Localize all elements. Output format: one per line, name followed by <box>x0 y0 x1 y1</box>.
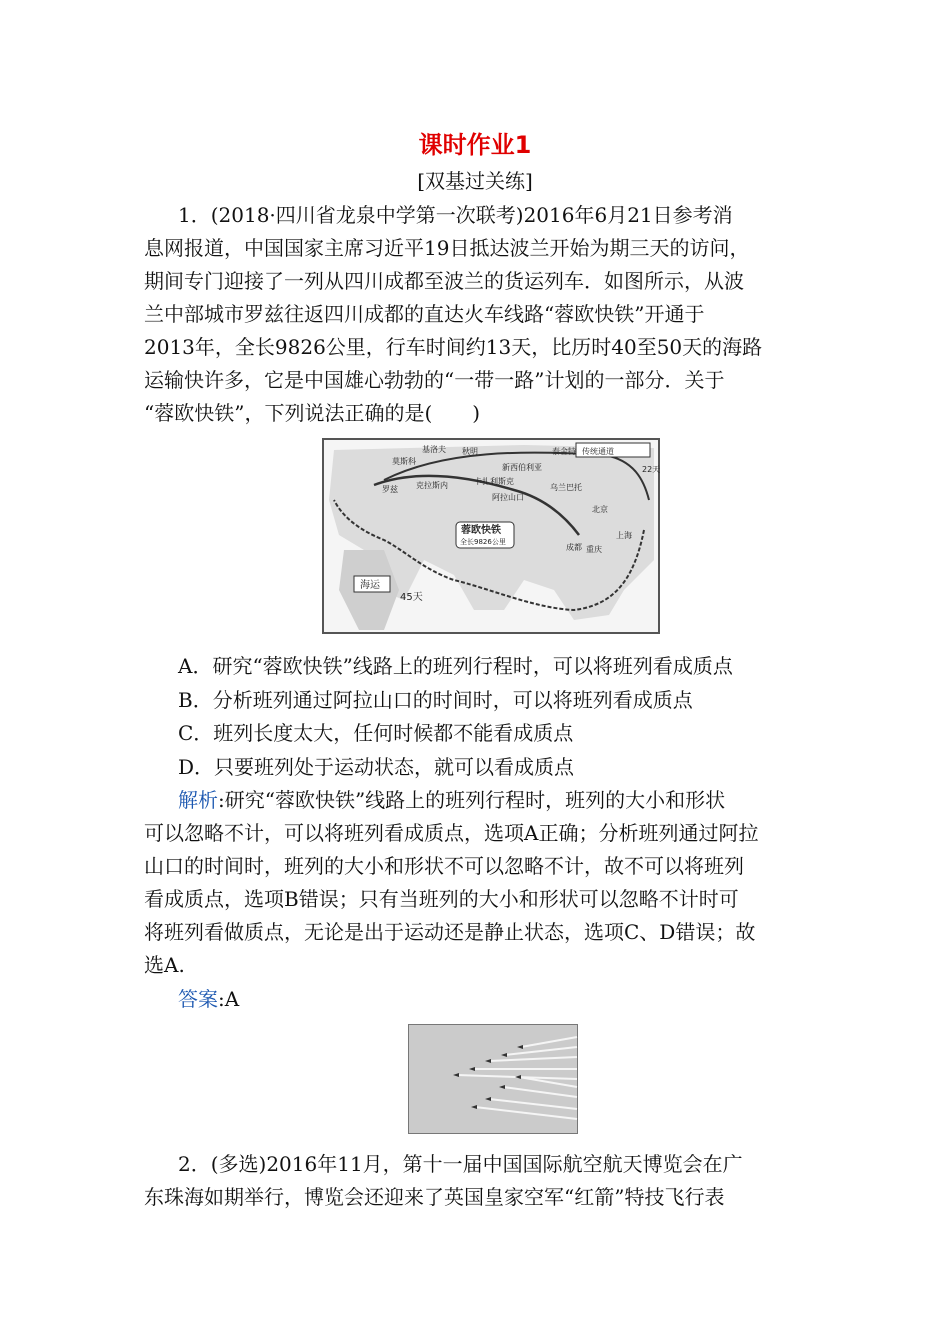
question-1-line: 运输快许多，它是中国雄心勃勃的“一带一路”计划的一部分．关于 <box>144 368 725 392</box>
aircraft-formation <box>409 1025 577 1133</box>
option-b: B．分析班列通过阿拉山口的时间时，可以将班列看成质点 <box>178 688 693 712</box>
city-novosibirsk: 新西伯利亚 <box>502 463 542 472</box>
answer-block <box>144 983 808 1016</box>
analysis-text: :研究“蓉欧快铁”线路上的班列行程时，班列的大小和形状 <box>218 788 726 812</box>
city-krasnoe: 克拉斯内 <box>416 481 448 490</box>
city-kazalinsk: 卡扎利斯克 <box>474 477 514 486</box>
city-kirov: 基洛夫 <box>422 445 446 454</box>
city-chengdu: 成都 <box>566 543 582 552</box>
city-tyumen: 秋明 <box>462 447 478 456</box>
analysis-line <box>144 784 808 817</box>
analysis-line: 看成质点，选项B错误；只有当班列的大小和形状可以忽略不计时可 <box>144 887 739 911</box>
analysis-block <box>144 784 808 982</box>
answer-value: :A <box>218 987 240 1011</box>
option-d: D．只要班列处于运动状态，就可以看成质点 <box>178 755 575 779</box>
question-2-stem <box>144 1148 808 1214</box>
analysis-line: 选A. <box>144 953 185 977</box>
city-beijing: 北京 <box>592 505 608 514</box>
city-alashankou: 阿拉山口 <box>492 493 524 502</box>
page-title: 课时作业1 <box>418 131 532 159</box>
question-1-line: “蓉欧快铁”，下列说法正确的是( ) <box>144 401 481 425</box>
city-shanghai: 上海 <box>616 531 632 540</box>
days-45-label: 45天 <box>400 592 423 603</box>
question-1-line: 2013年，全长9826公里，行车时间约13天，比历时40至50天的海路 <box>144 335 763 359</box>
question-1-line: 1．(2018·四川省龙泉中学第一次联考)2016年6月21日参考消 <box>178 203 733 227</box>
rongou-route-map <box>322 438 660 634</box>
rongou-label: 蓉欧快铁 <box>461 525 501 536</box>
analysis-label: 解析 <box>178 788 218 812</box>
city-chongqing: 重庆 <box>586 545 602 554</box>
analysis-line: 山口的时间时，班列的大小和形状不可以忽略不计，故不可以将班列 <box>144 854 744 878</box>
city-luozi: 罗兹 <box>382 485 398 494</box>
question-2-line: 2．(多选)2016年11月，第十一届中国国际航空航天博览会在广 <box>178 1152 743 1176</box>
traditional-route-label: 传统通道 <box>582 447 614 456</box>
sea-label: 海运 <box>360 580 380 591</box>
answer-line <box>144 983 808 1016</box>
question-1-line: 兰中部城市罗兹往返四川成都的直达火车线路“蓉欧快铁”开通于 <box>144 302 705 326</box>
option-a: A．研究“蓉欧快铁”线路上的班列行程时，可以将班列看成质点 <box>178 654 733 678</box>
question-1-line: 期间专门迎接了一列从四川成都至波兰的货运列车．如图所示，从波 <box>144 269 744 293</box>
answer-label: 答案 <box>178 987 218 1011</box>
city-ulaanbaatar: 乌兰巴托 <box>550 483 582 492</box>
rongou-length-label: 全长9826公里 <box>460 538 506 546</box>
section-subtitle: [双基过关练] <box>417 169 533 193</box>
days-22-label: 22天 <box>642 465 661 474</box>
map-graphic <box>324 440 661 632</box>
analysis-line: 可以忽略不计，可以将班列看成质点，选项A正确；分析班列通过阿拉 <box>144 821 759 845</box>
option-c: C．班列长度太大，任何时候都不能看成质点 <box>178 721 574 745</box>
city-taishet: 泰舍特 <box>552 447 576 456</box>
question-1-line: 息网报道，中国国家主席习近平19日抵达波兰开始为期三天的访问， <box>144 236 750 260</box>
red-arrows-photo <box>408 1024 578 1134</box>
question-1-stem <box>144 199 808 430</box>
analysis-line: 将班列看做质点，无论是出于运动还是静止状态，选项C、D错误；故 <box>144 920 756 944</box>
question-2-line: 东珠海如期举行，博览会还迎来了英国皇家空军“红箭”特技飞行表 <box>144 1185 725 1209</box>
city-moscow: 莫斯科 <box>392 457 416 466</box>
